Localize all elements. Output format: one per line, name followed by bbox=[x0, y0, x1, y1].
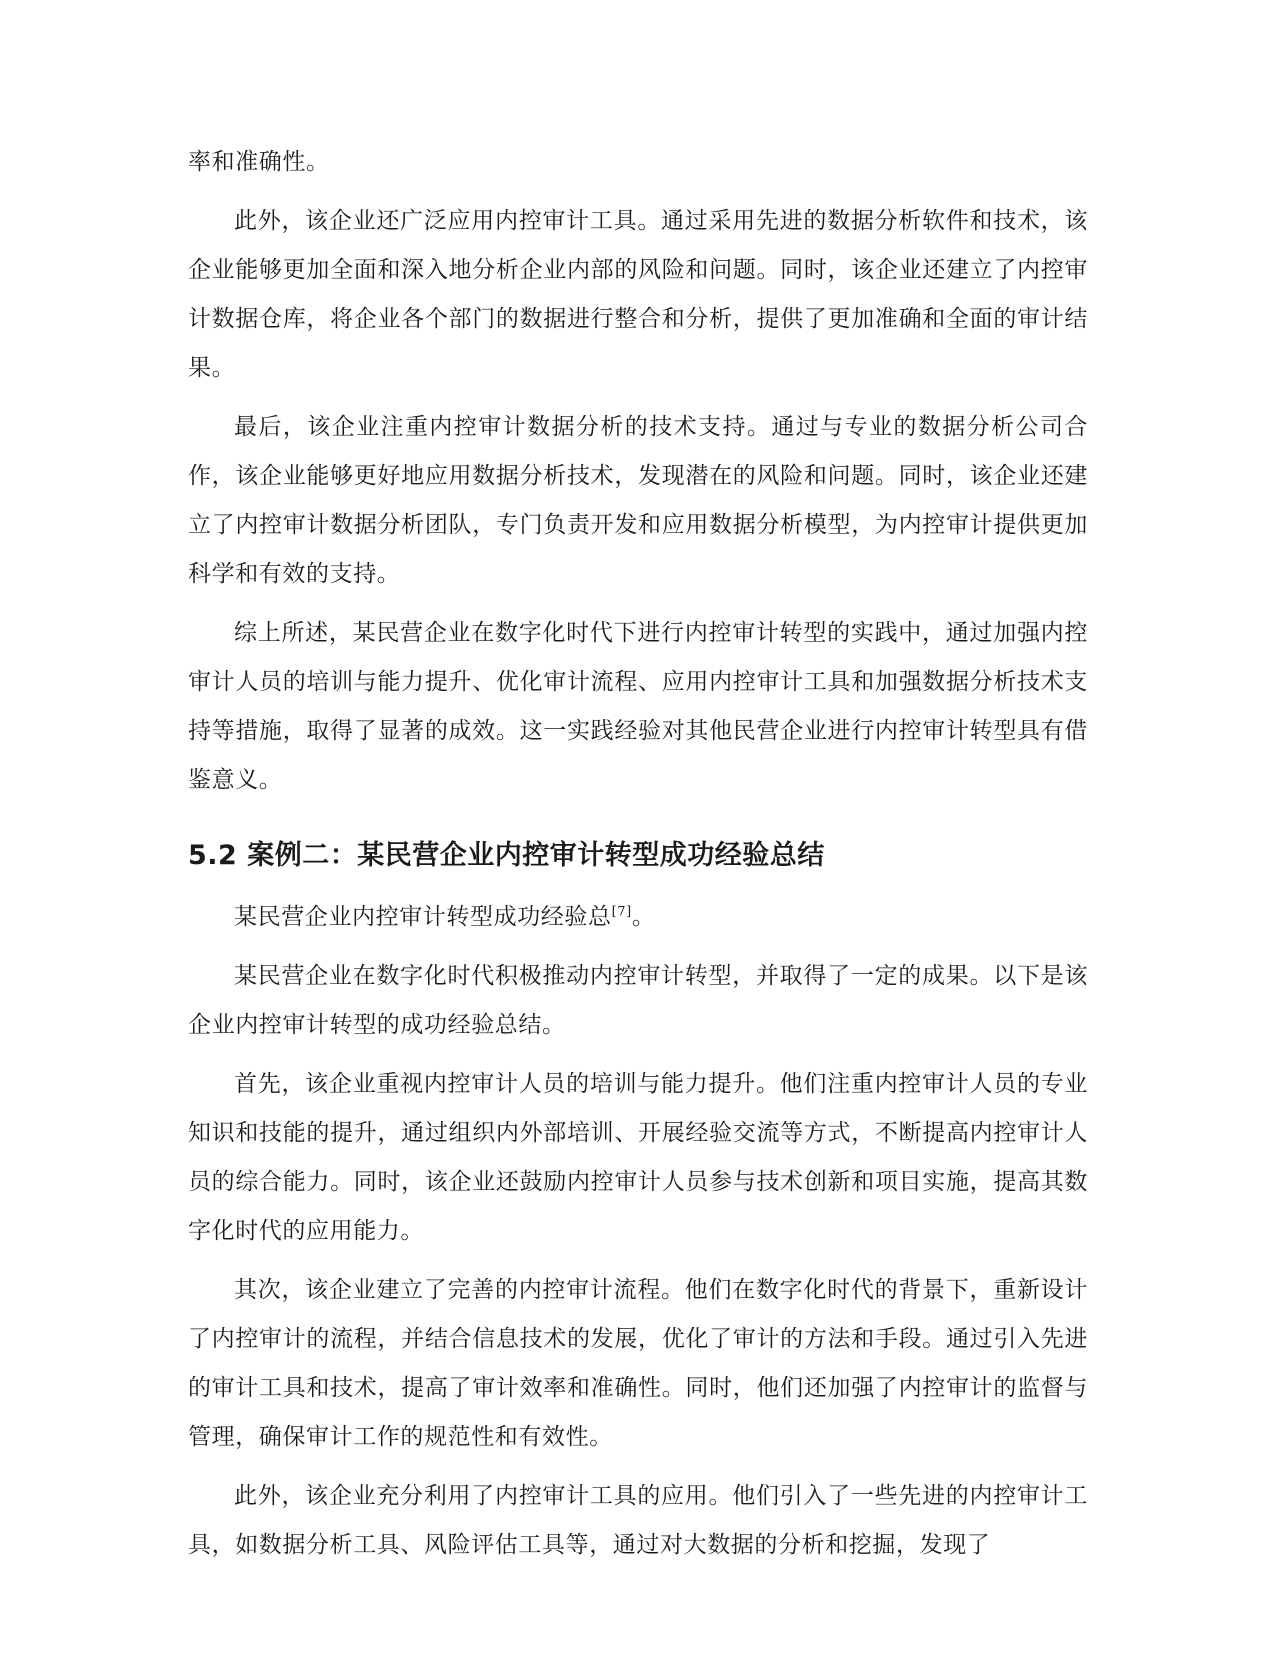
paragraph-process: 其次，该企业建立了完善的内控审计流程。他们在数字化时代的背景下，重新设计了内控审计的流程，并结合信息技术的发展，优化了审计的方法和手段。通过引入先进的审计工具和技术，提高了审计效率和准确性。同时，他们还加强了内控审计的监督与管理，确保审计工作的规范性和有效性。 bbox=[188, 1277, 1088, 1450]
paragraph-training: 首先，该企业重视内控审计人员的培训与能力提升。他们注重内控审计人员的专业知识和技能的提升，通过组织内外部培训、开展经验交流等方式，不断提高内控审计人员的综合能力。同时，该企业还鼓励内控审计人员参与技术创新和项目实施，提高其数字化时代的应用能力。 bbox=[188, 1071, 1088, 1244]
paragraph-data-analysis-support: 最后，该企业注重内控审计数据分析的技术支持。通过与专业的数据分析公司合作，该企业能够更好地应用数据分析技术，发现潜在的风险和问题。同时，该企业还建立了内控审计数据分析团队，专门负责开发和应用数据分析模型，为内控审计提供更加科学和有效的支持。 bbox=[188, 414, 1088, 587]
citation-reference[interactable]: [7] bbox=[611, 904, 632, 920]
intro-end: 。 bbox=[631, 904, 656, 930]
section-heading: 5.2 案例二：某民营企业内控审计转型成功经验总结 bbox=[188, 840, 825, 871]
paragraph-tools: 此外，该企业充分利用了内控审计工具的应用。他们引入了一些先进的内控审计工具，如数据分析工具、风险评估工具等，通过对大数据的分析和挖掘，发现了 bbox=[188, 1483, 1088, 1558]
paragraph-summary: 综上所述，某民营企业在数字化时代下进行内控审计转型的实践中，通过加强内控审计人员的培训与能力提升、优化审计流程、应用内控审计工具和加强数据分析技术支持等措施，取得了显著的成效。这一实践经验对其他民营企业进行内控审计转型具有借鉴意义。 bbox=[188, 620, 1088, 793]
paragraph-intro bbox=[188, 893, 1088, 942]
paragraph-audit-tools: 此外，该企业还广泛应用内控审计工具。通过采用先进的数据分析软件和技术，该企业能够更加全面和深入地分析企业内部的风险和问题。同时，该企业还建立了内控审计数据仓库，将企业各个部门的数据进行整合和分析，提供了更加准确和全面的审计结果。 bbox=[188, 208, 1088, 381]
document-page bbox=[188, 138, 1088, 1580]
intro-text: 某民营企业内控审计转型成功经验总 bbox=[234, 904, 612, 930]
paragraph-continued: 率和准确性。 bbox=[188, 149, 330, 175]
paragraph-overview: 某民营企业在数字化时代积极推动内控审计转型，并取得了一定的成果。以下是该企业内控审计转型的成功经验总结。 bbox=[188, 963, 1088, 1038]
